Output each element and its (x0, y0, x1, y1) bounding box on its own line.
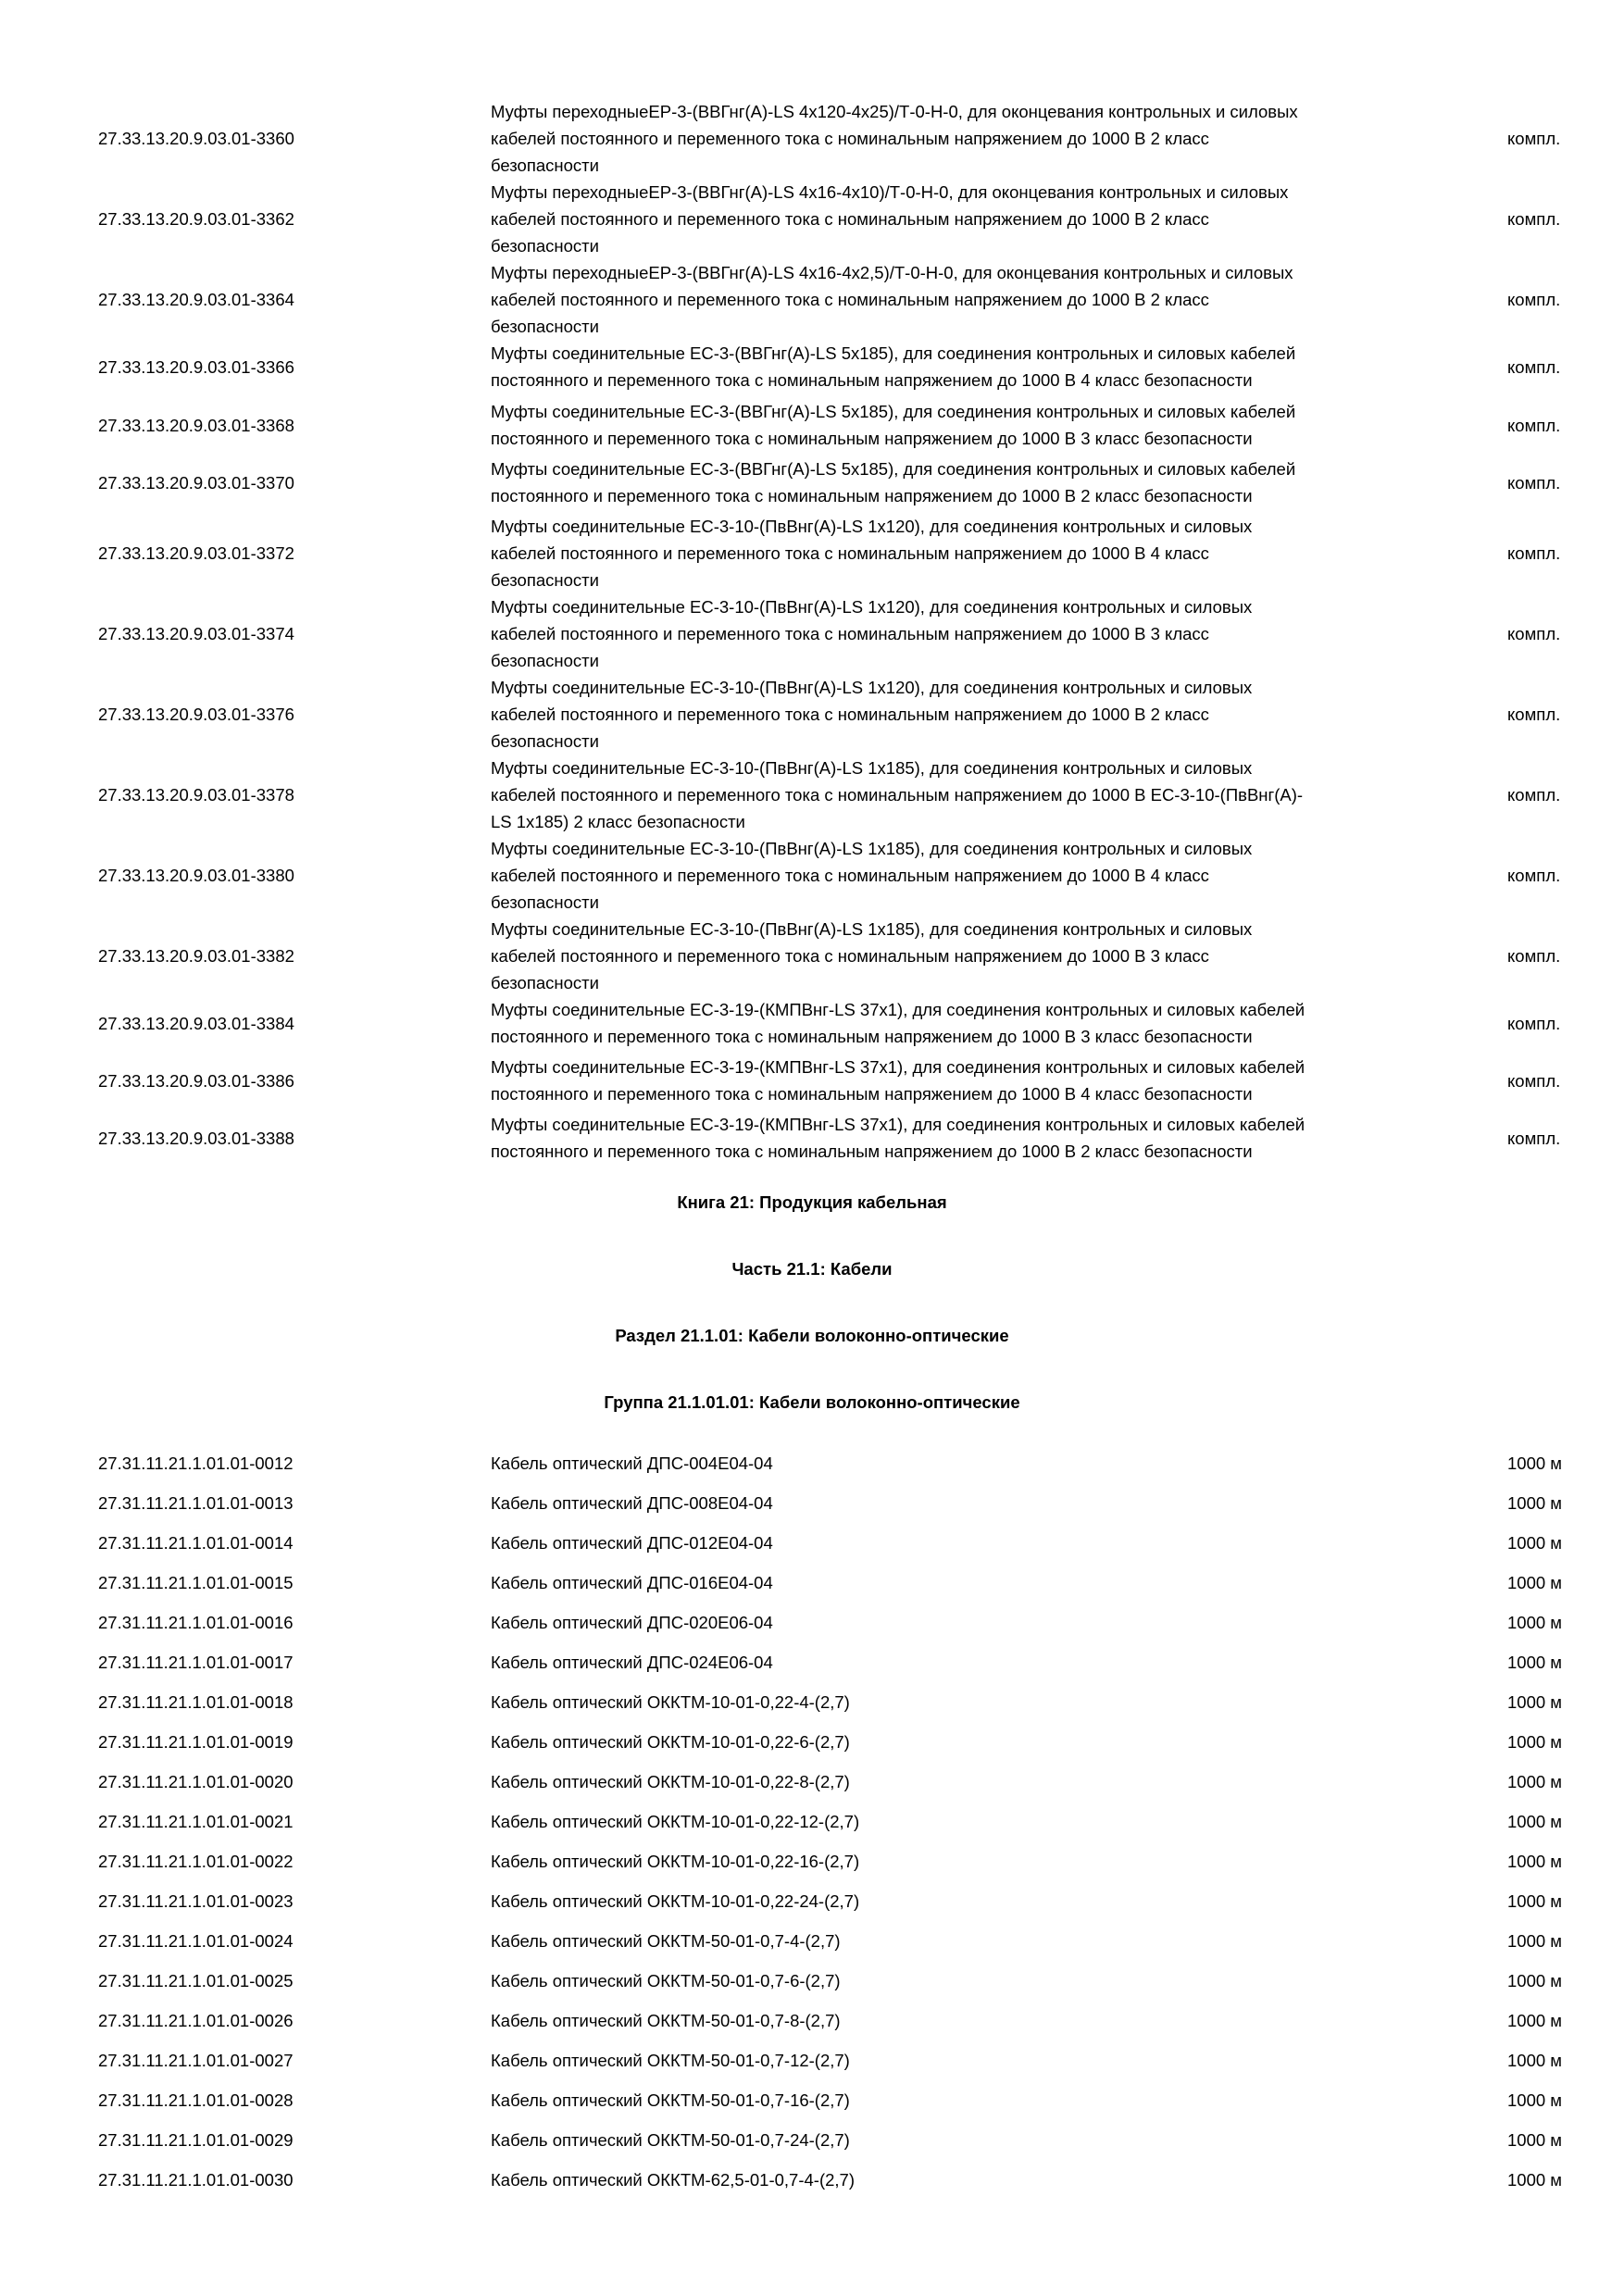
description-line: кабелей постоянного и переменного тока с номинальным напряжением до 1000 В 2 класс (491, 129, 1209, 148)
description-line: Кабель оптический ОККТМ-50-01-0,7-4-(2,7) (491, 1931, 841, 1951)
description-line: постоянного и переменного тока с номинальным напряжением до 1000 В 3 класс безопасности (491, 1027, 1253, 1046)
row-description (491, 2087, 1463, 2114)
description-line: безопасности (491, 973, 599, 992)
row-code: 27.31.11.21.1.01.01-0020 (98, 1772, 294, 1791)
description-line: кабелей постоянного и переменного тока с номинальным напряжением до 1000 В 2 класс (491, 705, 1209, 724)
row-code: 27.31.11.21.1.01.01-0027 (98, 2051, 294, 2070)
description-line: Кабель оптический ОККТМ-62,5-01-0,7-4-(2,7) (491, 2170, 855, 2190)
row-unit: 1000 м (1507, 1613, 1563, 1632)
row-code: 27.33.13.20.9.03.01-3374 (98, 624, 294, 643)
row-code: 27.33.13.20.9.03.01-3372 (98, 543, 294, 563)
row-code: 27.33.13.20.9.03.01-3364 (98, 290, 294, 309)
row-unit: 1000 м (1507, 1732, 1563, 1752)
description-line: Муфты переходныеЕР-3-(ВВГнг(А)-LS 4х16-4х10)/Т-0-Н-0, для оконцевания контрольных и силовых (491, 182, 1289, 202)
row-description (491, 1808, 1463, 1835)
description-line: безопасности (491, 570, 599, 590)
row-description (491, 1111, 1463, 1165)
description-line: Кабель оптический ДПС-016Е04-04 (491, 1573, 773, 1592)
row-unit: 1000 м (1507, 1772, 1563, 1791)
row-description (491, 1649, 1463, 1676)
description-line: Кабель оптический ОККТМ-50-01-0,7-6-(2,7) (491, 1971, 841, 1990)
row-unit: 1000 м (1507, 1931, 1563, 1951)
description-line: Муфты соединительные ЕС-3-10-(ПвВнг(А)-LS 1х120), для соединения контрольных и силовых (491, 678, 1253, 697)
row-code: 27.31.11.21.1.01.01-0013 (98, 1493, 294, 1513)
row-code: 27.31.11.21.1.01.01-0025 (98, 1971, 294, 1990)
description-line: Кабель оптический ОККТМ-10-01-0,22-4-(2,7) (491, 1692, 850, 1712)
row-unit: 1000 м (1507, 2130, 1563, 2150)
row-unit: компл. (1507, 129, 1561, 148)
row-description (491, 1967, 1463, 1994)
row-unit: компл. (1507, 416, 1561, 435)
description-line: Муфты соединительные ЕС-3-(ВВГнг(А)-LS 5х185), для соединения контрольных и силовых кабелей (491, 402, 1296, 421)
description-line: безопасности (491, 731, 599, 751)
description-line: Кабель оптический ДПС-008Е04-04 (491, 1493, 773, 1513)
row-unit: 1000 м (1507, 1852, 1563, 1871)
row-description (491, 2127, 1463, 2153)
row-code: 27.31.11.21.1.01.01-0030 (98, 2170, 294, 2190)
row-description (491, 1768, 1463, 1795)
description-line: Муфты соединительные ЕС-3-19-(КМПВнг-LS 37х1), для соединения контрольных и силовых кабелей (491, 1057, 1305, 1077)
row-description (491, 593, 1463, 674)
description-line: постоянного и переменного тока с номинальным напряжением до 1000 В 2 класс безопасности (491, 486, 1253, 505)
description-line: Кабель оптический ОККТМ-10-01-0,22-12-(2,7) (491, 1812, 860, 1831)
row-unit: компл. (1507, 1129, 1561, 1148)
row-description (491, 755, 1463, 835)
row-unit: 1000 м (1507, 1653, 1563, 1672)
description-line: Муфты соединительные ЕС-3-10-(ПвВнг(А)-LS 1х185), для соединения контрольных и силовых (491, 919, 1253, 939)
description-line: постоянного и переменного тока с номинальным напряжением до 1000 В 2 класс безопасности (491, 1142, 1253, 1161)
row-description (491, 259, 1463, 340)
row-description (491, 1848, 1463, 1875)
row-code: 27.33.13.20.9.03.01-3380 (98, 866, 294, 885)
description-line: Кабель оптический ОККТМ-50-01-0,7-24-(2,7) (491, 2130, 850, 2150)
row-unit: компл. (1507, 1071, 1561, 1091)
row-unit: 1000 м (1507, 1533, 1563, 1553)
row-unit: компл. (1507, 209, 1561, 229)
description-line: Кабель оптический ДПС-004Е04-04 (491, 1454, 773, 1473)
book-heading: Книга 21: Продукция кабельная (677, 1192, 947, 1212)
row-description (491, 1928, 1463, 1954)
description-line: безопасности (491, 156, 599, 175)
row-description (491, 2007, 1463, 2034)
row-description (491, 674, 1463, 755)
row-code: 27.33.13.20.9.03.01-3362 (98, 209, 294, 229)
row-code: 27.31.11.21.1.01.01-0026 (98, 2011, 294, 2030)
row-unit: компл. (1507, 290, 1561, 309)
description-line: кабелей постоянного и переменного тока с номинальным напряжением до 1000 В 3 класс (491, 624, 1209, 643)
row-description (491, 1490, 1463, 1516)
row-unit: компл. (1507, 624, 1561, 643)
row-description (491, 1728, 1463, 1755)
description-line: Кабель оптический ОККТМ-10-01-0,22-6-(2,7) (491, 1732, 850, 1752)
row-unit: 1000 м (1507, 2011, 1563, 2030)
description-line: Муфты соединительные ЕС-3-19-(КМПВнг-LS 37х1), для соединения контрольных и силовых кабелей (491, 1000, 1305, 1019)
description-line: кабелей постоянного и переменного тока с номинальным напряжением до 1000 В 2 класс (491, 290, 1209, 309)
row-code: 27.31.11.21.1.01.01-0029 (98, 2130, 294, 2150)
row-description (491, 1609, 1463, 1636)
description-line: Муфты соединительные ЕС-3-(ВВГнг(А)-LS 5х185), для соединения контрольных и силовых кабелей (491, 343, 1296, 363)
row-unit: компл. (1507, 543, 1561, 563)
row-description (491, 455, 1463, 509)
row-description (491, 996, 1463, 1050)
description-line: LS 1х185) 2 класс безопасности (491, 812, 745, 831)
description-line: Муфты соединительные ЕС-3-10-(ПвВнг(А)-LS 1х120), для соединения контрольных и силовых (491, 517, 1253, 536)
row-unit: 1000 м (1507, 2051, 1563, 2070)
description-line: безопасности (491, 236, 599, 256)
row-unit: 1000 м (1507, 1573, 1563, 1592)
description-line: Муфты переходныеЕР-3-(ВВГнг(А)-LS 4х16-4х2,5)/Т-0-Н-0, для оконцевания контрольных и силовых (491, 263, 1293, 282)
row-description (491, 340, 1463, 393)
description-line: кабелей постоянного и переменного тока с номинальным напряжением до 1000 В 4 класс (491, 543, 1209, 563)
row-unit: 1000 м (1507, 1493, 1563, 1513)
part-heading: Часть 21.1: Кабели (731, 1259, 893, 1279)
description-line: Муфты переходныеЕР-3-(ВВГнг(А)-LS 4х120-4х25)/Т-0-Н-0, для оконцевания контрольных и силовых (491, 102, 1298, 121)
row-unit: компл. (1507, 1014, 1561, 1033)
description-line: безопасности (491, 651, 599, 670)
row-description (491, 1569, 1463, 1596)
description-line: Муфты соединительные ЕС-3-19-(КМПВнг-LS 37х1), для соединения контрольных и силовых кабелей (491, 1115, 1305, 1134)
row-code: 27.33.13.20.9.03.01-3382 (98, 946, 294, 966)
description-line: Кабель оптический ОККТМ-50-01-0,7-12-(2,7) (491, 2051, 850, 2070)
row-description (491, 513, 1463, 593)
row-unit: компл. (1507, 473, 1561, 493)
row-code: 27.31.11.21.1.01.01-0016 (98, 1613, 294, 1632)
row-description (491, 98, 1463, 179)
description-line: кабелей постоянного и переменного тока с номинальным напряжением до 1000 В 2 класс (491, 209, 1209, 229)
row-code: 27.31.11.21.1.01.01-0015 (98, 1573, 294, 1592)
row-description (491, 1450, 1463, 1477)
row-description (491, 179, 1463, 259)
row-description (491, 1529, 1463, 1556)
description-line: кабелей постоянного и переменного тока с номинальным напряжением до 1000 В 3 класс (491, 946, 1209, 966)
row-code: 27.31.11.21.1.01.01-0012 (98, 1454, 294, 1473)
description-line: Кабель оптический ОККТМ-10-01-0,22-24-(2,7) (491, 1891, 860, 1911)
description-line: Кабель оптический ОККТМ-50-01-0,7-16-(2,7) (491, 2090, 850, 2110)
description-line: Кабель оптический ДПС-024Е06-04 (491, 1653, 773, 1672)
row-unit: 1000 м (1507, 1692, 1563, 1712)
row-code: 27.33.13.20.9.03.01-3370 (98, 473, 294, 493)
row-code: 27.33.13.20.9.03.01-3376 (98, 705, 294, 724)
row-code: 27.33.13.20.9.03.01-3388 (98, 1129, 294, 1148)
row-description (491, 916, 1463, 996)
row-code: 27.33.13.20.9.03.01-3366 (98, 357, 294, 377)
description-line: Муфты соединительные ЕС-3-10-(ПвВнг(А)-LS 1х185), для соединения контрольных и силовых (491, 758, 1253, 778)
row-code: 27.33.13.20.9.03.01-3368 (98, 416, 294, 435)
row-description (491, 398, 1463, 452)
row-code: 27.31.11.21.1.01.01-0024 (98, 1931, 294, 1951)
row-unit: 1000 м (1507, 1891, 1563, 1911)
section-heading: Раздел 21.1.01: Кабели волоконно-оптические (615, 1326, 1009, 1345)
description-line: Кабель оптический ОККТМ-10-01-0,22-8-(2,7) (491, 1772, 850, 1791)
description-line: безопасности (491, 317, 599, 336)
description-line: Кабель оптический ДПС-020Е06-04 (491, 1613, 773, 1632)
description-line: постоянного и переменного тока с номинальным напряжением до 1000 В 3 класс безопасности (491, 429, 1253, 448)
row-code: 27.33.13.20.9.03.01-3384 (98, 1014, 294, 1033)
row-unit: компл. (1507, 866, 1561, 885)
row-description (491, 1689, 1463, 1716)
row-code: 27.31.11.21.1.01.01-0014 (98, 1533, 294, 1553)
description-line: постоянного и переменного тока с номинальным напряжением до 1000 В 4 класс безопасности (491, 370, 1253, 390)
row-unit: компл. (1507, 946, 1561, 966)
row-code: 27.31.11.21.1.01.01-0017 (98, 1653, 294, 1672)
description-line: Муфты соединительные ЕС-3-(ВВГнг(А)-LS 5х185), для соединения контрольных и силовых кабелей (491, 459, 1296, 479)
row-code: 27.33.13.20.9.03.01-3360 (98, 129, 294, 148)
description-line: безопасности (491, 892, 599, 912)
description-line: кабелей постоянного и переменного тока с номинальным напряжением до 1000 В ЕС-3-10-(ПвВнг(А)- (491, 785, 1304, 805)
row-code: 27.31.11.21.1.01.01-0022 (98, 1852, 294, 1871)
row-code: 27.33.13.20.9.03.01-3386 (98, 1071, 294, 1091)
description-line: кабелей постоянного и переменного тока с номинальным напряжением до 1000 В 4 класс (491, 866, 1209, 885)
row-code: 27.33.13.20.9.03.01-3378 (98, 785, 294, 805)
description-line: постоянного и переменного тока с номинальным напряжением до 1000 В 4 класс безопасности (491, 1084, 1253, 1104)
row-code: 27.31.11.21.1.01.01-0028 (98, 2090, 294, 2110)
row-description (491, 1054, 1463, 1107)
row-code: 27.31.11.21.1.01.01-0021 (98, 1812, 294, 1831)
row-description (491, 2166, 1463, 2193)
row-unit: 1000 м (1507, 1971, 1563, 1990)
row-unit: 1000 м (1507, 1812, 1563, 1831)
group-heading: Группа 21.1.01.01: Кабели волоконно-оптические (604, 1392, 1020, 1412)
row-code: 27.31.11.21.1.01.01-0018 (98, 1692, 294, 1712)
row-code: 27.31.11.21.1.01.01-0019 (98, 1732, 294, 1752)
row-unit: компл. (1507, 785, 1561, 805)
description-line: Муфты соединительные ЕС-3-10-(ПвВнг(А)-LS 1х120), для соединения контрольных и силовых (491, 597, 1253, 617)
row-description (491, 1888, 1463, 1915)
row-description (491, 2047, 1463, 2074)
description-line: Кабель оптический ОККТМ-10-01-0,22-16-(2,7) (491, 1852, 860, 1871)
description-line: Кабель оптический ОККТМ-50-01-0,7-8-(2,7) (491, 2011, 841, 2030)
row-unit: компл. (1507, 357, 1561, 377)
row-unit: 1000 м (1507, 2170, 1563, 2190)
row-unit: 1000 м (1507, 1454, 1563, 1473)
row-description (491, 835, 1463, 916)
row-code: 27.31.11.21.1.01.01-0023 (98, 1891, 294, 1911)
row-unit: 1000 м (1507, 2090, 1563, 2110)
description-line: Муфты соединительные ЕС-3-10-(ПвВнг(А)-LS 1х185), для соединения контрольных и силовых (491, 839, 1253, 858)
row-unit: компл. (1507, 705, 1561, 724)
description-line: Кабель оптический ДПС-012Е04-04 (491, 1533, 773, 1553)
